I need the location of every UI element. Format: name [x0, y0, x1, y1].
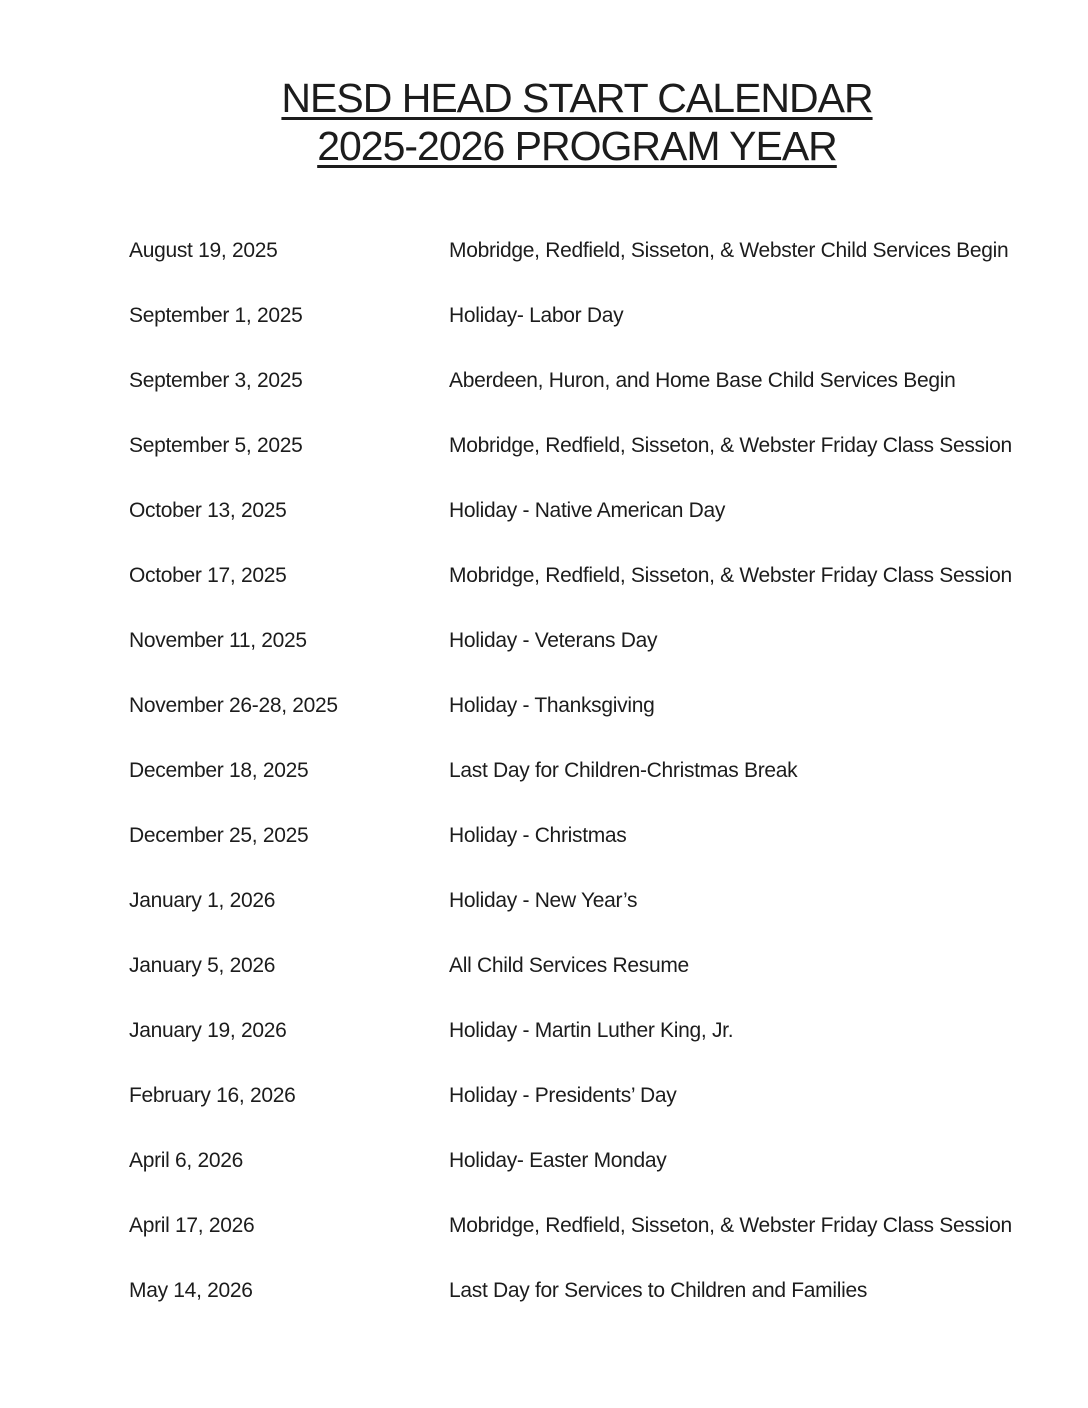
event-date: August 19, 2025	[129, 239, 278, 262]
calendar-row	[129, 370, 1048, 392]
calendar-row	[129, 565, 1048, 587]
title-line-1: NESD HEAD START CALENDAR	[281, 75, 873, 121]
event-date: January 1, 2026	[129, 889, 276, 912]
event-description: Holiday- Labor Day	[449, 304, 624, 327]
event-date: September 1, 2025	[129, 304, 303, 327]
event-description: Holiday - Presidents’ Day	[449, 1084, 677, 1107]
calendar-row	[129, 305, 1048, 327]
event-description: Holiday - New Year’s	[449, 889, 638, 912]
document-title	[0, 74, 1088, 170]
event-date: April 17, 2026	[129, 1214, 255, 1237]
event-date: April 6, 2026	[129, 1149, 244, 1172]
event-description: Aberdeen, Huron, and Home Base Child Services Begin	[449, 369, 956, 392]
calendar-row	[129, 1150, 1048, 1172]
calendar-row	[129, 695, 1048, 717]
event-description: Last Day for Services to Children and Families	[449, 1279, 868, 1302]
calendar-row	[129, 500, 1048, 522]
event-description: Holiday - Native American Day	[449, 499, 726, 522]
event-description: Mobridge, Redfield, Sisseton, & Webster Friday Class Session	[449, 434, 1012, 457]
event-description: Mobridge, Redfield, Sisseton, & Webster Friday Class Session	[449, 564, 1012, 587]
calendar-row	[129, 890, 1048, 912]
event-description: All Child Services Resume	[449, 954, 689, 977]
calendar-row	[129, 760, 1048, 782]
event-date: September 3, 2025	[129, 369, 303, 392]
event-description: Mobridge, Redfield, Sisseton, & Webster Friday Class Session	[449, 1214, 1012, 1237]
calendar-row	[129, 240, 1048, 262]
calendar-row	[129, 825, 1048, 847]
event-date: October 13, 2025	[129, 499, 287, 522]
event-date: November 26-28, 2025	[129, 694, 338, 717]
event-description: Holiday - Veterans Day	[449, 629, 658, 652]
event-date: January 5, 2026	[129, 954, 276, 977]
event-date: December 25, 2025	[129, 824, 309, 847]
calendar-row	[129, 1085, 1048, 1107]
event-date: November 11, 2025	[129, 629, 307, 652]
event-date: September 5, 2025	[129, 434, 303, 457]
event-date: January 19, 2026	[129, 1019, 287, 1042]
event-description: Holiday - Martin Luther King, Jr.	[449, 1019, 734, 1042]
event-date: December 18, 2025	[129, 759, 309, 782]
event-date: May 14, 2026	[129, 1279, 253, 1302]
calendar-row	[129, 1020, 1048, 1042]
calendar-row	[129, 630, 1048, 652]
event-description: Holiday - Thanksgiving	[449, 694, 655, 717]
title-line-2: 2025-2026 PROGRAM YEAR	[317, 123, 837, 169]
event-description: Holiday- Easter Monday	[449, 1149, 667, 1172]
calendar-row	[129, 435, 1048, 457]
calendar-row	[129, 1215, 1048, 1237]
event-description: Holiday - Christmas	[449, 824, 627, 847]
event-description: Last Day for Children-Christmas Break	[449, 759, 798, 782]
calendar-row	[129, 955, 1048, 977]
event-description: Mobridge, Redfield, Sisseton, & Webster Child Services Begin	[449, 239, 1009, 262]
calendar-row	[129, 1280, 1048, 1302]
event-date: October 17, 2025	[129, 564, 287, 587]
event-date: February 16, 2026	[129, 1084, 296, 1107]
calendar-list	[0, 240, 1088, 1302]
